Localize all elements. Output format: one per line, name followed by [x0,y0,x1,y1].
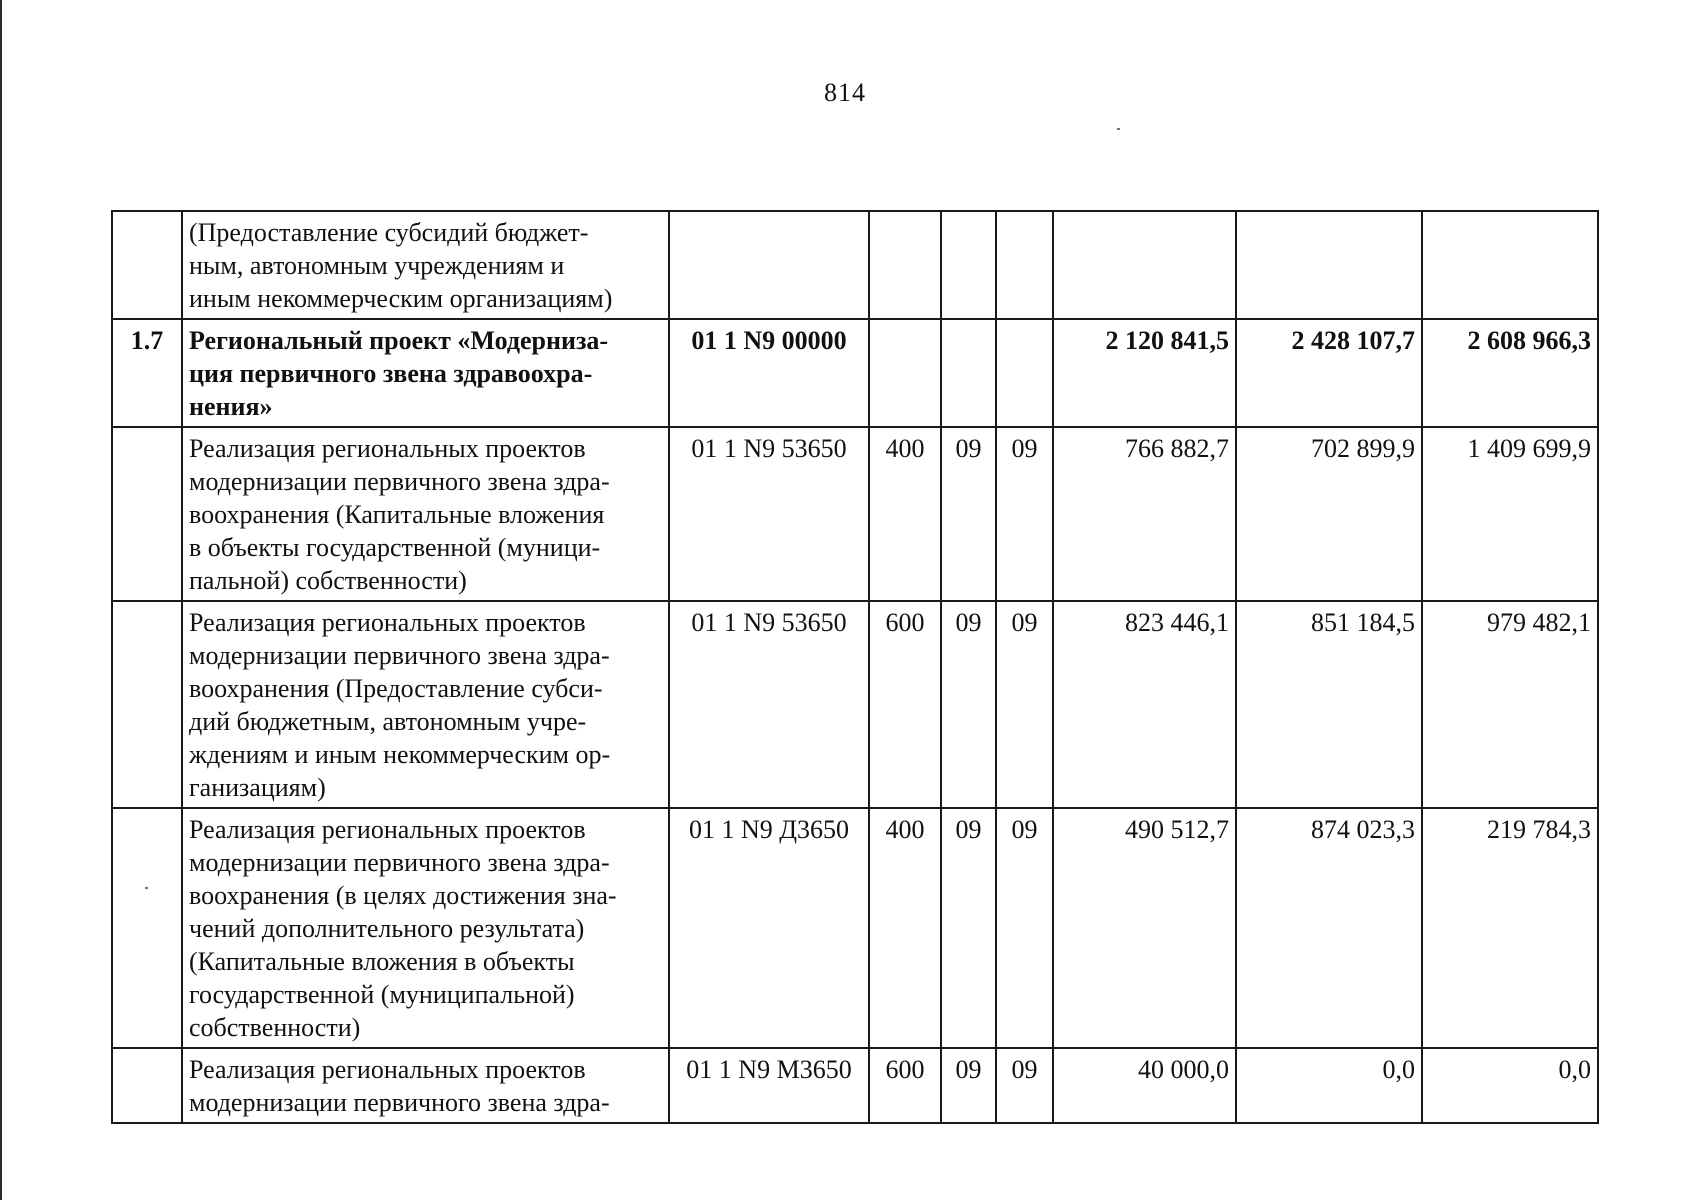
section-code-cell [941,601,996,808]
section-code-value: 09 [955,1055,982,1084]
subsection-code-cell [996,427,1053,601]
amount-year-2-cell [1236,427,1422,601]
section-code-value: 09 [955,608,982,637]
amount-year-2-cell [1236,211,1422,319]
budget-table [111,210,1599,1124]
amount-year-2-value: 874 023,3 [1311,815,1415,844]
subsection-code-value: 09 [1011,1055,1038,1084]
row-number-value: 1.7 [130,326,164,355]
name-text-line: чений дополнительного результата) [189,914,585,943]
amount-year-1-value: 823 446,1 [1125,608,1229,637]
table-row [112,319,1598,427]
table-row [112,1048,1598,1123]
amount-year-2-value: 0,0 [1382,1055,1415,1084]
name-text-line: иным некоммерческим организациям) [189,284,613,313]
target-article-code-cell [669,319,869,427]
page-number: 814 [824,78,866,107]
target-article-code-cell [669,601,869,808]
target-article-code-cell [669,427,869,601]
target-article-code-value: 01 1 N9 53650 [691,434,847,463]
row-number-cell [112,211,182,319]
expense-type-value: 400 [885,434,925,463]
amount-year-1-cell [1053,211,1236,319]
target-article-code-cell [669,211,869,319]
name-text-line: государственной (муниципальной) [189,980,575,1009]
row-number-cell [112,808,182,1048]
table-row [112,427,1598,601]
amount-year-1-cell [1053,319,1236,427]
expense-type-value: 600 [885,1055,925,1084]
target-article-code-value: 01 1 N9 00000 [691,326,847,355]
amount-year-1-value: 2 120 841,5 [1105,326,1229,355]
target-article-code-cell [669,808,869,1048]
row-name-cell [182,1048,669,1123]
amount-year-1-value: 766 882,7 [1125,434,1229,463]
subsection-code-value: 09 [1011,434,1038,463]
name-text-line: ждениям и иным некоммерческим ор- [189,740,611,769]
table-row [112,808,1598,1048]
row-name-cell [182,319,669,427]
row-name-cell [182,808,669,1048]
subsection-code-cell [996,601,1053,808]
name-text-line: модернизации первичного звена здра- [189,848,610,877]
target-article-code-cell [669,1048,869,1123]
expense-type-cell [869,211,941,319]
name-text-line: (Предоставление субсидий бюджет- [189,218,589,247]
name-text-line: ным, автономным учреждениям и [189,251,565,280]
amount-year-3-cell [1422,808,1598,1048]
name-text-line: дий бюджетным, автономным учре- [189,707,587,736]
name-text-line: модернизации первичного звена здра- [189,467,610,496]
section-code-value: 09 [955,434,982,463]
expense-type-value: 400 [885,815,925,844]
name-text-line: модернизации первичного звена здра- [189,641,610,670]
row-number-cell [112,319,182,427]
name-text-line: нения» [189,392,273,421]
name-text-line: в объекты государственной (муници- [189,533,601,562]
table-row [112,601,1598,808]
amount-year-2-cell [1236,808,1422,1048]
subsection-code-cell [996,1048,1053,1123]
section-code-value: 09 [955,815,982,844]
name-text-line: воохранения (Предоставление субси- [189,674,603,703]
amount-year-1-cell [1053,1048,1236,1123]
amount-year-3-cell [1422,601,1598,808]
name-text-line: модернизации первичного звена здра- [189,1088,610,1117]
table-row [112,211,1598,319]
expense-type-cell [869,808,941,1048]
amount-year-3-cell [1422,1048,1598,1123]
amount-year-2-value: 2 428 107,7 [1291,326,1415,355]
budget-table-body [112,211,1598,1123]
name-text-line: Реализация региональных проектов [189,434,586,463]
section-code-cell [941,319,996,427]
scan-speck [1117,128,1120,130]
expense-type-cell [869,1048,941,1123]
name-text-line: Региональный проект «Модерниза- [189,326,609,355]
amount-year-2-cell [1236,1048,1422,1123]
amount-year-3-value: 979 482,1 [1487,608,1591,637]
amount-year-1-cell [1053,808,1236,1048]
expense-type-cell [869,427,941,601]
row-number-cell [112,427,182,601]
subsection-code-value: 09 [1011,608,1038,637]
amount-year-2-cell [1236,601,1422,808]
name-text-line: Реализация региональных проектов [189,608,586,637]
row-name-cell [182,601,669,808]
scan-edge-line [0,0,2,1200]
amount-year-3-value: 2 608 966,3 [1467,326,1591,355]
subsection-code-cell [996,319,1053,427]
expense-type-cell [869,601,941,808]
subsection-code-value: 09 [1011,815,1038,844]
section-code-cell [941,211,996,319]
amount-year-1-cell [1053,427,1236,601]
name-text-line: ция первичного звена здравоохра- [189,359,593,388]
amount-year-2-value: 702 899,9 [1311,434,1415,463]
subsection-code-cell [996,808,1053,1048]
amount-year-3-value: 219 784,3 [1487,815,1591,844]
name-text-line: воохранения (в целях достижения зна- [189,881,617,910]
target-article-code-value: 01 1 N9 Д3650 [688,815,849,844]
amount-year-2-cell [1236,319,1422,427]
target-article-code-value: 01 1 N9 М3650 [686,1055,852,1084]
amount-year-1-value: 490 512,7 [1125,815,1229,844]
expense-type-value: 600 [885,608,925,637]
amount-year-3-cell [1422,319,1598,427]
name-text-line: ганизациям) [189,773,326,802]
amount-year-1-cell [1053,601,1236,808]
amount-year-1-value: 40 000,0 [1138,1055,1229,1084]
section-code-cell [941,1048,996,1123]
amount-year-3-cell [1422,211,1598,319]
amount-year-3-value: 1 409 699,9 [1467,434,1591,463]
expense-type-cell [869,319,941,427]
amount-year-2-value: 851 184,5 [1311,608,1415,637]
target-article-code-value: 01 1 N9 53650 [691,608,847,637]
name-text-line: (Капитальные вложения в объекты [189,947,575,976]
name-text-line: пальной) собственности) [189,566,467,595]
amount-year-3-cell [1422,427,1598,601]
name-text-line: Реализация региональных проектов [189,1055,586,1084]
section-code-cell [941,808,996,1048]
row-name-cell [182,211,669,319]
section-code-cell [941,427,996,601]
name-text-line: воохранения (Капитальные вложения [189,500,605,529]
name-text-line: Реализация региональных проектов [189,815,586,844]
row-number-cell [112,1048,182,1123]
name-text-line: собственности) [189,1013,361,1042]
row-name-cell [182,427,669,601]
amount-year-3-value: 0,0 [1558,1055,1591,1084]
row-number-cell [112,601,182,808]
subsection-code-cell [996,211,1053,319]
